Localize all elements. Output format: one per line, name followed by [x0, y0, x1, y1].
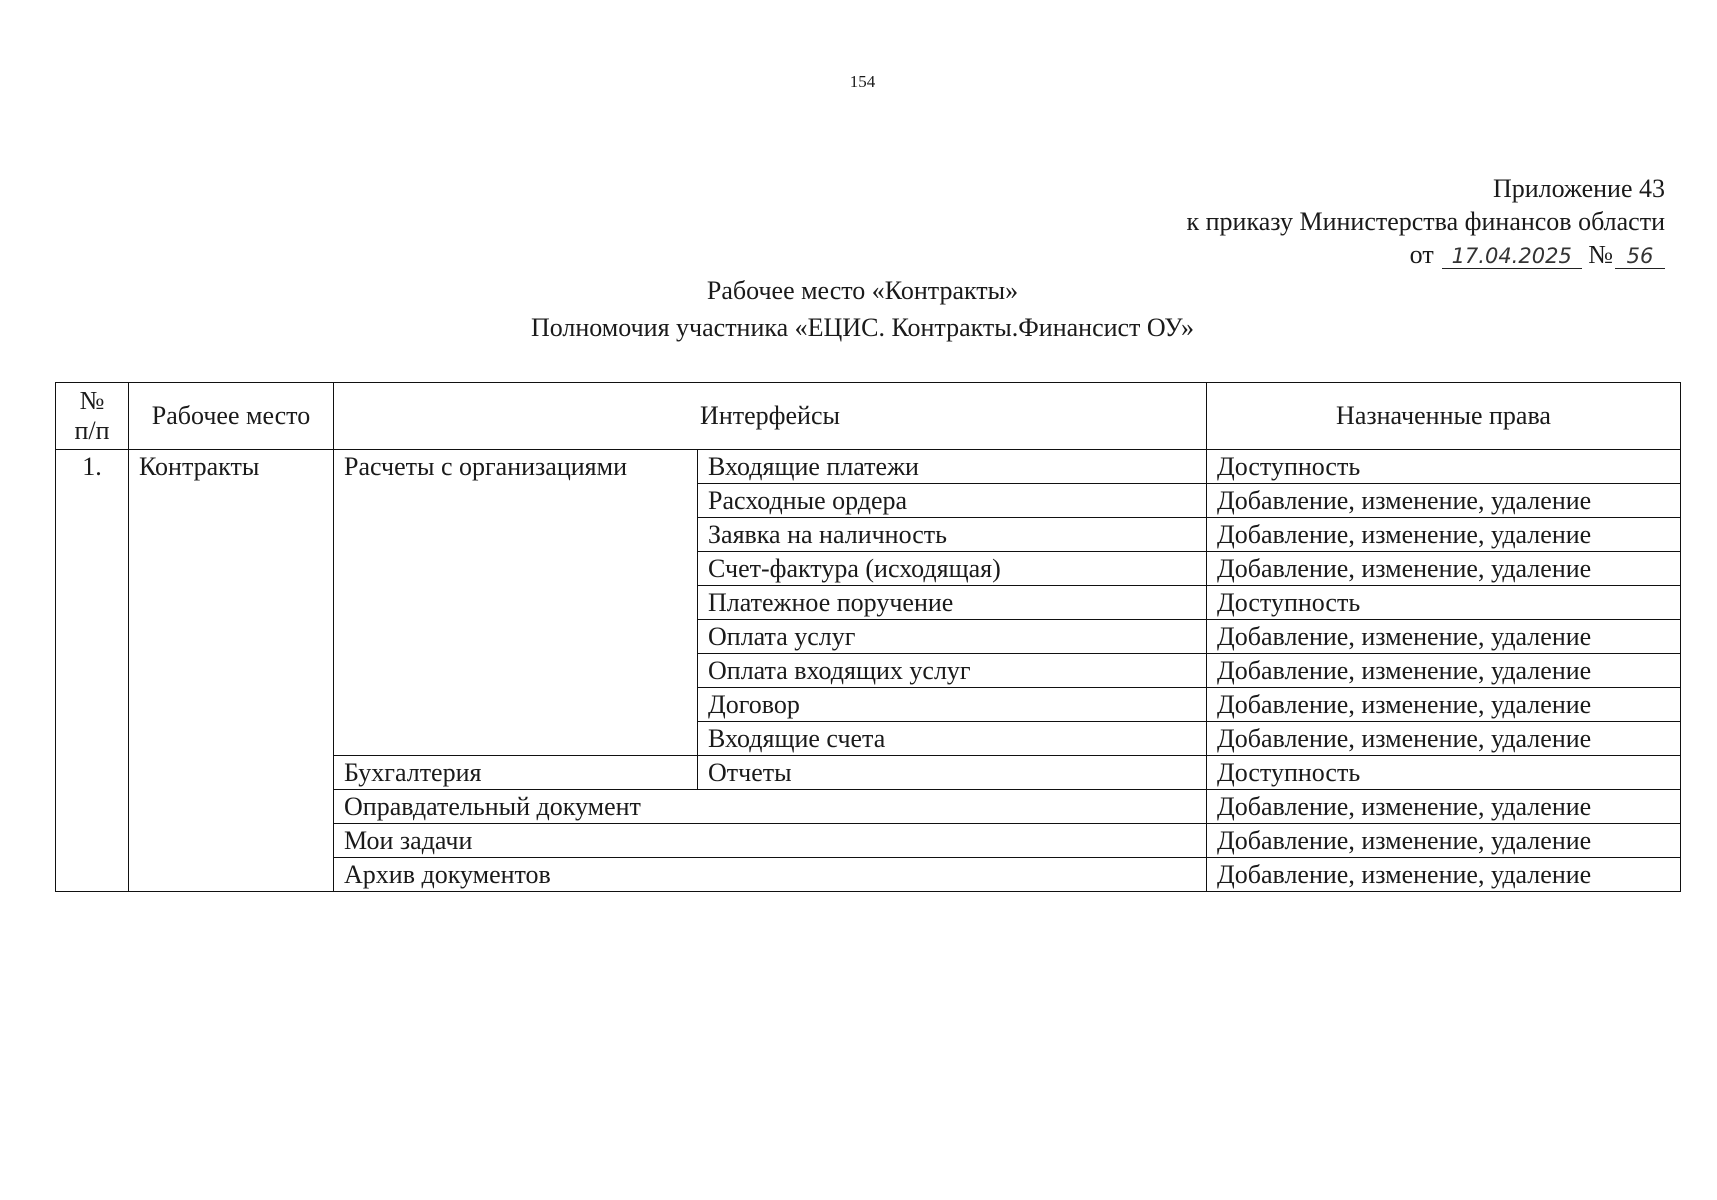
from-label: от	[1409, 240, 1434, 269]
interface-cell: Оправдательный документ	[334, 790, 1207, 824]
interface-cell: Расходные ордера	[698, 484, 1207, 518]
header-workplace: Рабочее место	[129, 383, 334, 450]
number-label: №	[1588, 240, 1613, 269]
handwritten-date: 17.04.2025	[1442, 244, 1582, 269]
appendix-title: Приложение 43	[1492, 174, 1665, 203]
rights-cell: Добавление, изменение, удаление	[1207, 620, 1681, 654]
rights-cell: Доступность	[1207, 756, 1681, 790]
rights-cell: Добавление, изменение, удаление	[1207, 484, 1681, 518]
workplace-cell: Контракты	[129, 450, 334, 892]
rights-cell: Доступность	[1207, 586, 1681, 620]
interface-cell: Заявка на наличность	[698, 518, 1207, 552]
interface-cell: Входящие платежи	[698, 450, 1207, 484]
interface-cell: Отчеты	[698, 756, 1207, 790]
title-participant: Полномочия участника «ЕЦИС. Контракты.Финансист ОУ»	[530, 313, 1195, 342]
interface-cell: Счет-фактура (исходящая)	[698, 552, 1207, 586]
appendix-date-line	[1187, 238, 1666, 271]
rights-cell: Добавление, изменение, удаление	[1207, 518, 1681, 552]
interface-cell: Мои задачи	[334, 824, 1207, 858]
interface-cell: Оплата входящих услуг	[698, 654, 1207, 688]
rights-cell: Добавление, изменение, удаление	[1207, 858, 1681, 892]
rights-cell: Доступность	[1207, 450, 1681, 484]
appendix-order-ref: к приказу Министерства финансов области	[1186, 207, 1665, 236]
appendix-block	[1187, 172, 1666, 271]
rights-cell: Добавление, изменение, удаление	[1207, 722, 1681, 756]
rights-cell: Добавление, изменение, удаление	[1207, 654, 1681, 688]
table-row	[56, 450, 1681, 484]
interface-cell: Платежное поручение	[698, 586, 1207, 620]
interface-cell: Оплата услуг	[698, 620, 1207, 654]
document-title	[0, 272, 1717, 346]
interface-cell: Входящие счета	[698, 722, 1207, 756]
handwritten-number: 56	[1615, 244, 1665, 269]
rights-cell: Добавление, изменение, удаление	[1207, 790, 1681, 824]
header-rights: Назначенные права	[1207, 383, 1681, 450]
interface-cell: Архив документов	[334, 858, 1207, 892]
rights-cell: Добавление, изменение, удаление	[1207, 688, 1681, 722]
interface-cell: Договор	[698, 688, 1207, 722]
rights-table	[55, 382, 1681, 892]
group-name: Бухгалтерия	[334, 756, 698, 790]
table-header-row	[56, 383, 1681, 450]
header-interfaces: Интерфейсы	[334, 383, 1207, 450]
page-number: 154	[849, 72, 876, 91]
group-name: Расчеты с организациями	[334, 450, 698, 756]
header-num: № п/п	[56, 383, 129, 450]
rights-cell: Добавление, изменение, удаление	[1207, 824, 1681, 858]
row-number: 1.	[56, 450, 129, 892]
title-workplace: Рабочее место «Контракты»	[706, 276, 1019, 305]
rights-cell: Добавление, изменение, удаление	[1207, 552, 1681, 586]
